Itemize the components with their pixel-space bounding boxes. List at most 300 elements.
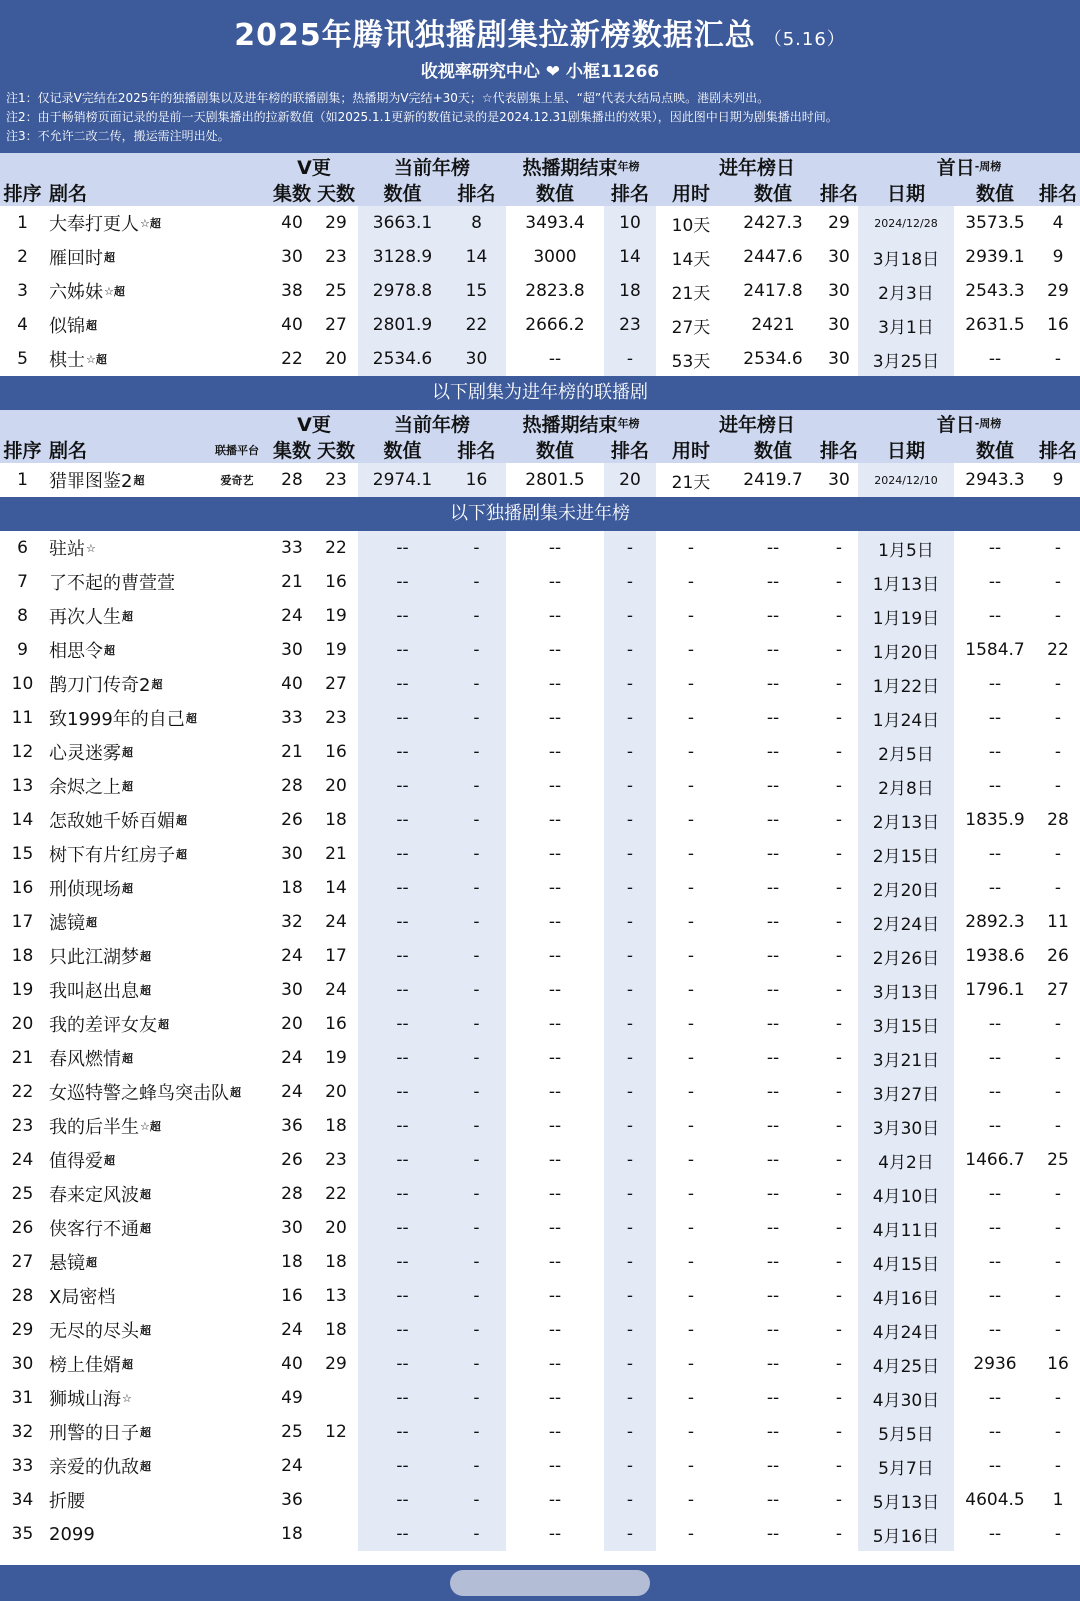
cell-first-value: 1796.1	[965, 980, 1025, 1000]
table-row	[0, 803, 1080, 837]
drama-title: 无尽的尽头	[49, 1321, 139, 1342]
band-not-in: 以下独播剧集未进年榜	[0, 497, 1080, 531]
cell-date: 5月7日	[878, 1458, 934, 1479]
cell-hot-value: --	[548, 742, 562, 762]
cell-cur-value: --	[396, 1388, 409, 1408]
cell-eps: 33	[281, 538, 303, 558]
cell-enter-value: --	[766, 878, 780, 898]
cell-hot-rank: -	[626, 1422, 634, 1442]
cell-time: 10天	[671, 215, 711, 236]
page-title: 2025年腾讯独播剧集拉新榜数据汇总 （5.16）	[234, 18, 846, 53]
cell-hot-rank: -	[626, 1252, 634, 1272]
cell-hot-rank: -	[626, 538, 634, 558]
cell-first-rank: -	[1054, 1082, 1062, 1102]
cell-cur-rank: 16	[465, 470, 488, 490]
drama-title: 致1999年的自己	[49, 709, 185, 730]
cell-rank: 6	[17, 538, 28, 558]
cell-name	[45, 240, 267, 274]
cell-first-rank: 11	[1047, 912, 1069, 932]
cell-eps: 28	[281, 470, 303, 490]
table-row	[0, 599, 1080, 633]
cell-first-rank: 26	[1047, 946, 1069, 966]
cell-days: 12	[325, 1422, 347, 1442]
cell-enter-rank: -	[835, 1252, 843, 1272]
drama-mark: 超	[104, 1154, 115, 1167]
cell-hot-value: --	[548, 946, 562, 966]
cell-time: -	[687, 1286, 695, 1306]
cell-time: -	[687, 810, 695, 830]
cell-first-value: --	[988, 1524, 1002, 1544]
cell-name	[45, 308, 267, 342]
cell-hot-value: --	[548, 572, 562, 592]
cell-time: -	[687, 606, 695, 626]
drama-title: 心灵迷雾	[49, 743, 121, 764]
drama-title: 值得爱	[49, 1151, 103, 1172]
drama-title: 怎敌她千娇百媚	[49, 811, 175, 832]
cell-name	[45, 1245, 267, 1279]
cell-enter-value: 2534.6	[743, 349, 803, 369]
header-date: 日期	[886, 440, 925, 462]
cell-cur-value: 2801.9	[372, 315, 433, 335]
drama-mark: 超	[230, 1086, 241, 1099]
drama-title: 了不起的曹萱萱	[49, 573, 175, 594]
cell-enter-rank: -	[835, 572, 843, 592]
cell-cur-rank: -	[473, 606, 480, 626]
cell-name	[45, 274, 267, 308]
cell-time: -	[687, 912, 695, 932]
cell-name	[45, 633, 267, 667]
cell-enter-rank: -	[835, 912, 843, 932]
cell-date: 3月15日	[872, 1016, 940, 1037]
cell-hot-rank: -	[626, 844, 634, 864]
cell-first-value: --	[988, 1116, 1002, 1136]
cell-days: 14	[325, 878, 347, 898]
cell-hot-value: --	[548, 810, 562, 830]
cell-days: 22	[325, 538, 347, 558]
cell-enter-value: --	[766, 606, 780, 626]
table-row	[0, 463, 1080, 497]
cell-first-rank: -	[1054, 538, 1062, 558]
cell-hot-value: --	[548, 912, 562, 932]
cell-cur-value: 3128.9	[372, 247, 433, 267]
header-group-hot: 热播期结束 年榜	[522, 156, 640, 179]
cell-cur-rank: -	[473, 1150, 480, 1170]
cell-time: -	[687, 1354, 695, 1374]
cell-hot-rank: -	[626, 878, 634, 898]
cell-time: -	[687, 1456, 695, 1476]
table-row	[0, 206, 1080, 240]
cell-cur-value: --	[396, 1116, 409, 1136]
table-header	[0, 410, 1080, 463]
cell-hot-rank: -	[626, 674, 634, 694]
cell-name	[45, 342, 267, 376]
cell-rank: 31	[11, 1388, 34, 1408]
table-row	[0, 1211, 1080, 1245]
drama-mark: 超	[86, 916, 97, 929]
cell-hot-rank: -	[626, 1218, 634, 1238]
cell-hot-rank: -	[626, 810, 634, 830]
drama-title: 我的差评女友	[49, 1015, 157, 1036]
cell-name	[45, 206, 267, 240]
cell-eps: 30	[281, 247, 303, 267]
cell-enter-rank: -	[835, 776, 843, 796]
header-eps: 集数	[272, 440, 311, 462]
table-row	[0, 837, 1080, 871]
cell-rank: 18	[11, 946, 34, 966]
table-row	[0, 1245, 1080, 1279]
cell-hot-rank: -	[626, 1490, 634, 1510]
cell-cur-rank: -	[473, 1048, 480, 1068]
cell-first-value: 1584.7	[965, 640, 1025, 660]
table-row	[0, 308, 1080, 342]
header-group-v: V更	[297, 413, 331, 436]
cell-eps: 26	[281, 1150, 303, 1170]
cell-cur-rank: -	[473, 1422, 480, 1442]
cell-enter-value: --	[766, 1456, 780, 1476]
subtitle: 收视率研究中心 ❤ 小框11266	[420, 62, 660, 82]
cell-first-value: --	[988, 776, 1002, 796]
cell-hot-rank: -	[626, 1354, 634, 1374]
drama-title: 亲爱的仇敌	[49, 1457, 139, 1478]
header-group-current: 当前年榜	[393, 156, 470, 179]
drama-mark: ☆超	[104, 285, 125, 298]
cell-enter-rank: -	[835, 640, 843, 660]
cell-rank: 7	[17, 572, 28, 592]
cell-cur-value: --	[396, 1150, 409, 1170]
cell-first-rank: -	[1054, 572, 1062, 592]
cell-hot-value: --	[548, 1218, 562, 1238]
table-row	[0, 1313, 1080, 1347]
drama-title: 侠客行不通	[49, 1219, 139, 1240]
drama-title: 滤镜	[49, 913, 85, 934]
header-cur-rank: 排名	[457, 183, 496, 205]
cell-enter-rank: -	[835, 708, 843, 728]
cell-days: 20	[325, 776, 347, 796]
cell-hot-rank: -	[626, 640, 634, 660]
cell-first-value: --	[988, 572, 1002, 592]
cell-first-rank: -	[1054, 1456, 1062, 1476]
cell-cur-rank: -	[473, 1490, 480, 1510]
cell-enter-rank: -	[835, 1014, 843, 1034]
cell-enter-rank: -	[835, 1286, 843, 1306]
cell-date: 2月13日	[872, 812, 940, 833]
cell-cur-value: --	[396, 1422, 409, 1442]
cell-first-value: 4604.5	[965, 1490, 1025, 1510]
cell-enter-value: --	[766, 946, 780, 966]
cell-days: 18	[325, 1320, 347, 1340]
cell-eps: 26	[281, 810, 303, 830]
cell-rank: 23	[11, 1116, 34, 1136]
cell-hot-value: --	[548, 1286, 562, 1306]
cell-enter-rank: -	[835, 1388, 843, 1408]
cell-eps: 22	[281, 349, 303, 369]
cell-enter-rank: 30	[828, 470, 850, 490]
cell-platform: 爱奇艺	[220, 474, 254, 487]
cell-cur-value: --	[396, 878, 409, 898]
cell-cur-value: --	[396, 606, 409, 626]
cell-hot-rank: -	[626, 1116, 634, 1136]
header-platform: 联播平台	[215, 443, 259, 457]
cell-time: -	[687, 708, 695, 728]
header-rank: 排序	[3, 183, 42, 205]
cell-enter-value: --	[766, 1354, 780, 1374]
cell-cur-rank: -	[473, 878, 480, 898]
cell-enter-value: --	[766, 810, 780, 830]
cell-name	[45, 1415, 267, 1449]
drama-mark: 超	[122, 882, 133, 895]
cell-first-value: 3573.5	[965, 213, 1025, 233]
cell-cur-rank: -	[473, 844, 480, 864]
cell-date: 1月24日	[872, 710, 940, 731]
cell-cur-value: --	[396, 844, 409, 864]
cell-hot-rank: -	[626, 1388, 634, 1408]
cell-first-value: 1938.6	[965, 946, 1025, 966]
cell-first-value: --	[988, 742, 1002, 762]
cell-cur-value: --	[396, 572, 409, 592]
drama-mark: 超	[140, 1426, 151, 1439]
table-row	[0, 735, 1080, 769]
cell-enter-rank: -	[835, 1082, 843, 1102]
cell-hot-value: 2823.8	[525, 281, 585, 301]
drama-mark: 超	[176, 814, 187, 827]
header-hot-rank: 排名	[610, 440, 649, 462]
cell-name	[45, 701, 267, 735]
cell-date: 5月16日	[872, 1526, 940, 1547]
cell-rank: 34	[11, 1490, 34, 1510]
drama-title: 刑警的日子	[49, 1423, 139, 1444]
drama-mark: 超	[133, 474, 145, 487]
cell-eps: 24	[281, 1320, 303, 1340]
cell-date: 3月1日	[878, 317, 934, 338]
cell-cur-rank: -	[473, 640, 480, 660]
cell-first-rank: 16	[1047, 315, 1069, 335]
cell-rank: 10	[11, 674, 34, 694]
cell-name	[45, 1007, 267, 1041]
cell-cur-rank: -	[473, 1524, 480, 1544]
cell-rank: 16	[11, 878, 34, 898]
cell-enter-rank: -	[835, 1354, 843, 1374]
cell-enter-value: --	[766, 1082, 780, 1102]
cell-date: 5月13日	[872, 1492, 940, 1513]
cell-enter-rank: -	[835, 844, 843, 864]
header-hot-value: 数值	[535, 183, 574, 205]
cell-enter-rank: -	[835, 674, 843, 694]
drama-title: 春风燃情	[49, 1049, 121, 1070]
drama-title: 折腰	[49, 1491, 85, 1512]
cell-date: 2月15日	[872, 846, 940, 867]
cell-rank: 30	[11, 1354, 34, 1374]
cell-first-rank: -	[1054, 1218, 1062, 1238]
cell-days: 16	[325, 742, 347, 762]
cell-eps: 30	[281, 640, 303, 660]
cell-enter-value: 2447.6	[743, 247, 803, 267]
cell-hot-value: --	[548, 1354, 562, 1374]
cell-days: 18	[325, 810, 347, 830]
header-enter-rank: 排名	[820, 183, 859, 205]
cell-time: -	[687, 1422, 695, 1442]
cell-first-value: --	[988, 1320, 1002, 1340]
header-cur-rank: 排名	[457, 440, 496, 462]
cell-days: 16	[325, 1014, 347, 1034]
cell-days: 16	[325, 572, 347, 592]
cell-hot-rank: 10	[619, 213, 641, 233]
cell-hot-rank: 18	[619, 281, 641, 301]
cell-cur-value: --	[396, 1490, 409, 1510]
drama-title: 榜上佳婿	[49, 1355, 121, 1376]
drama-title: 相思令	[49, 641, 103, 662]
cell-time: 21天	[671, 283, 711, 304]
cell-eps: 25	[281, 1422, 303, 1442]
header-group-enter: 进年榜日	[718, 413, 795, 436]
cell-hot-rank: -	[626, 1320, 634, 1340]
drama-mark: 超	[122, 780, 133, 793]
cell-enter-rank: 30	[828, 349, 850, 369]
cell-first-rank: 27	[1047, 980, 1069, 1000]
cell-hot-rank: 23	[619, 315, 641, 335]
cell-name	[45, 905, 267, 939]
cell-days: 24	[325, 912, 347, 932]
cell-name	[45, 1313, 267, 1347]
cell-hot-value: --	[548, 878, 562, 898]
cell-enter-rank: -	[835, 1320, 843, 1340]
drama-title: 驻站	[49, 539, 85, 560]
cell-name	[45, 837, 267, 871]
cell-rank: 33	[11, 1456, 34, 1476]
cell-first-value: --	[988, 1184, 1002, 1204]
cell-rank: 26	[11, 1218, 34, 1238]
cell-first-value: 2939.1	[965, 247, 1025, 267]
cell-enter-value: --	[766, 1388, 780, 1408]
cell-eps: 40	[281, 315, 303, 335]
cell-enter-rank: -	[835, 878, 843, 898]
cell-time: -	[687, 878, 695, 898]
table-row	[0, 1075, 1080, 1109]
header-first-value: 数值	[975, 183, 1014, 205]
cell-first-rank: 1	[1052, 1490, 1064, 1510]
drama-mark: 超	[185, 712, 197, 725]
cell-time: -	[687, 1150, 695, 1170]
cell-time: -	[687, 1524, 695, 1544]
cell-cur-value: --	[396, 1218, 409, 1238]
table-row	[0, 1381, 1080, 1415]
table-row	[0, 769, 1080, 803]
cell-date: 3月25日	[872, 351, 940, 372]
cell-eps: 24	[281, 1082, 303, 1102]
cell-first-rank: -	[1054, 844, 1062, 864]
cell-enter-value: --	[766, 1184, 780, 1204]
cell-name	[45, 1211, 267, 1245]
table-row	[0, 871, 1080, 905]
cell-enter-rank: 30	[828, 281, 850, 301]
cell-rank: 32	[11, 1422, 34, 1442]
cell-first-rank: -	[1054, 1184, 1062, 1204]
cell-cur-value: --	[396, 1048, 409, 1068]
cell-cur-rank: 14	[465, 247, 488, 267]
cell-name	[45, 1177, 267, 1211]
watermark	[450, 1570, 650, 1596]
cell-hot-value: --	[548, 708, 562, 728]
table-row	[0, 342, 1080, 376]
cell-enter-rank: -	[835, 1184, 843, 1204]
cell-first-value: 2892.3	[965, 912, 1025, 932]
cell-name	[45, 735, 267, 769]
cell-first-rank: -	[1054, 1524, 1062, 1544]
cell-enter-value: --	[766, 912, 780, 932]
cell-name	[45, 939, 267, 973]
cell-cur-value: --	[396, 538, 409, 558]
cell-first-rank: -	[1054, 1014, 1062, 1034]
cell-hot-rank: -	[626, 776, 634, 796]
cell-enter-rank: 30	[828, 247, 850, 267]
cell-days: 27	[325, 674, 347, 694]
cell-enter-rank: -	[835, 946, 843, 966]
cell-cur-rank: -	[473, 1184, 480, 1204]
cell-first-rank: 4	[1052, 213, 1064, 233]
cell-hot-value: --	[548, 1422, 562, 1442]
cell-cur-value: --	[396, 1456, 409, 1476]
table-row	[0, 1109, 1080, 1143]
drama-mark: 超	[104, 251, 115, 264]
cell-hot-rank: -	[626, 572, 634, 592]
cell-enter-rank: -	[835, 1456, 843, 1476]
cell-enter-rank: -	[835, 1490, 843, 1510]
cell-cur-value: --	[396, 742, 409, 762]
header-enter-value: 数值	[753, 183, 792, 205]
drama-title: 树下有片红房子	[49, 845, 175, 866]
cell-rank: 13	[11, 776, 34, 796]
cell-enter-value: --	[766, 1252, 780, 1272]
cell-days: 19	[325, 640, 347, 660]
cell-rank: 12	[11, 742, 34, 762]
cell-first-rank: -	[1054, 708, 1062, 728]
cell-hot-value: --	[548, 1252, 562, 1272]
cell-time: 53天	[671, 351, 711, 372]
drama-mark: ☆	[122, 1391, 132, 1405]
cell-hot-value: --	[548, 1184, 562, 1204]
drama-title: 再次人生	[49, 607, 121, 628]
header-time: 用时	[671, 183, 710, 205]
cell-cur-rank: -	[473, 912, 480, 932]
cell-date: 1月20日	[872, 642, 940, 663]
cell-first-value: 1466.7	[965, 1150, 1025, 1170]
table-row	[0, 1449, 1080, 1483]
cell-first-value: --	[988, 1388, 1002, 1408]
cell-eps: 24	[281, 946, 303, 966]
cell-enter-value: --	[766, 572, 780, 592]
cell-enter-rank: -	[835, 980, 843, 1000]
header-group-first: 首日 -周榜	[936, 156, 1002, 179]
cell-hot-value: --	[548, 1082, 562, 1102]
cell-first-rank: -	[1054, 776, 1062, 796]
header-first-value: 数值	[975, 440, 1014, 462]
table-row	[0, 973, 1080, 1007]
cell-first-value: --	[988, 606, 1002, 626]
header-eps: 集数	[272, 183, 311, 205]
cell-enter-value: --	[766, 1116, 780, 1136]
drama-mark: 超	[122, 746, 133, 759]
cell-name	[45, 769, 267, 803]
cell-cur-rank: -	[473, 1456, 480, 1476]
cell-rank: 3	[17, 281, 28, 301]
cell-cur-rank: -	[473, 1320, 480, 1340]
cell-hot-value: --	[548, 1388, 562, 1408]
header-rank: 排序	[3, 440, 42, 462]
cell-enter-rank: -	[835, 1422, 843, 1442]
cell-eps: 21	[281, 742, 303, 762]
cell-enter-value: --	[766, 1150, 780, 1170]
cell-eps: 18	[281, 878, 303, 898]
drama-title: 我叫赵出息	[49, 981, 139, 1002]
